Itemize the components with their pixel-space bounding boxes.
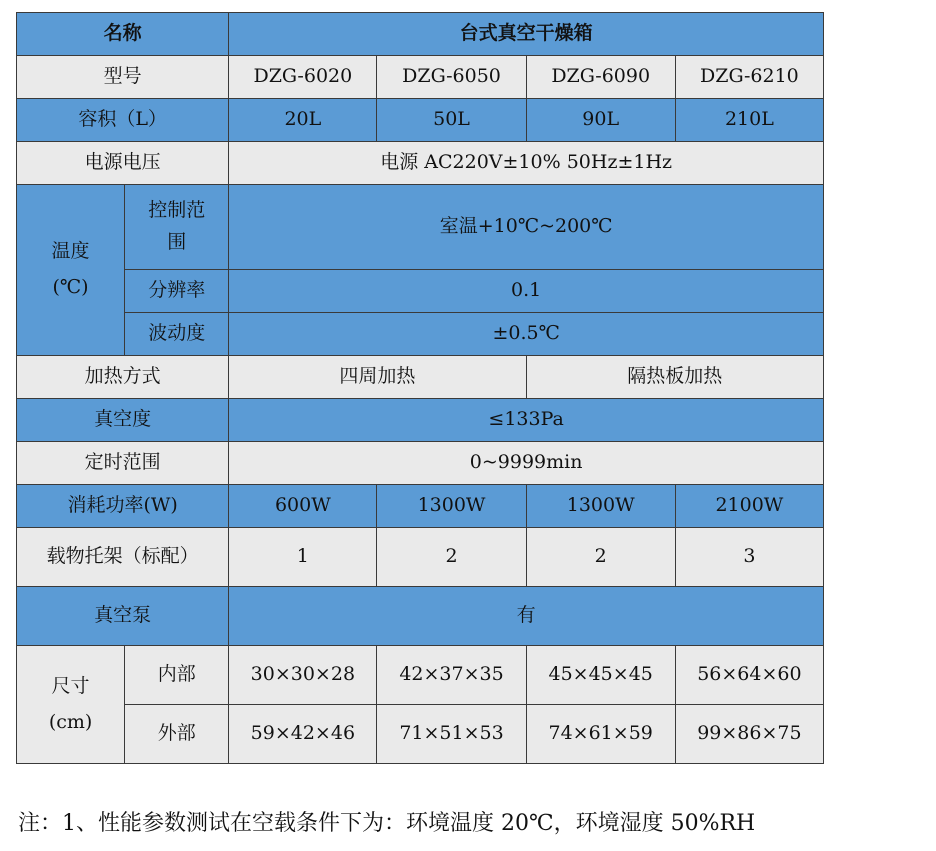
row-name (17, 13, 824, 56)
temperature-label: 温度 (℃) (17, 185, 125, 356)
inner-cell: 42×37×35 (377, 646, 526, 705)
product-name: 台式真空干燥箱 (229, 13, 824, 56)
resolution-value: 0.1 (229, 270, 824, 313)
row-power-supply (17, 142, 824, 185)
volume-cell: 50L (377, 99, 526, 142)
shelves-cell: 2 (377, 528, 526, 587)
shelves-cell: 3 (675, 528, 823, 587)
inner-cell: 30×30×28 (229, 646, 377, 705)
volume-cell: 210L (675, 99, 823, 142)
power-cell: 1300W (377, 485, 526, 528)
row-volume (17, 99, 824, 142)
vacuum-value: ≤133Pa (229, 399, 824, 442)
outer-cell: 99×86×75 (675, 705, 823, 764)
model-cell: DZG-6210 (675, 56, 823, 99)
row-timer (17, 442, 824, 485)
name-label: 名称 (17, 13, 229, 56)
row-model (17, 56, 824, 99)
inner-label: 内部 (125, 646, 229, 705)
model-cell: DZG-6090 (526, 56, 675, 99)
heating-cell: 四周加热 (229, 356, 526, 399)
power-cell: 1300W (526, 485, 675, 528)
row-power (17, 485, 824, 528)
row-heating (17, 356, 824, 399)
outer-cell: 74×61×59 (526, 705, 675, 764)
outer-label: 外部 (125, 705, 229, 764)
fluctuation-label: 波动度 (125, 313, 229, 356)
footnote: 注：1、性能参数测试在空载条件下为：环境温度 20℃，环境湿度 50%RH (18, 811, 756, 836)
spec-table (16, 12, 824, 764)
power-cell: 2100W (675, 485, 823, 528)
power-supply-value: 电源 AC220V±10% 50Hz±1Hz (229, 142, 824, 185)
outer-cell: 59×42×46 (229, 705, 377, 764)
shelves-cell: 1 (229, 528, 377, 587)
heating-label: 加热方式 (17, 356, 229, 399)
model-label: 型号 (17, 56, 229, 99)
inner-cell: 45×45×45 (526, 646, 675, 705)
volume-cell: 90L (526, 99, 675, 142)
shelves-cell: 2 (526, 528, 675, 587)
size-label: 尺寸 (cm) (17, 646, 125, 764)
power-cell: 600W (229, 485, 377, 528)
row-fluctuation (17, 313, 824, 356)
inner-cell: 56×64×60 (675, 646, 823, 705)
resolution-label: 分辨率 (125, 270, 229, 313)
row-resolution (17, 270, 824, 313)
model-cell: DZG-6050 (377, 56, 526, 99)
volume-cell: 20L (229, 99, 377, 142)
timer-label: 定时范围 (17, 442, 229, 485)
power-label: 消耗功率(W) (17, 485, 229, 528)
outer-cell: 71×51×53 (377, 705, 526, 764)
model-cell: DZG-6020 (229, 56, 377, 99)
pump-label: 真空泵 (17, 587, 229, 646)
control-range-label: 控制范 围 (125, 185, 229, 270)
shelves-label: 载物托架（标配） (17, 528, 229, 587)
pump-value: 有 (229, 587, 824, 646)
row-size-inner (17, 646, 824, 705)
row-pump (17, 587, 824, 646)
row-vacuum (17, 399, 824, 442)
row-size-outer (17, 705, 824, 764)
vacuum-label: 真空度 (17, 399, 229, 442)
heating-cell: 隔热板加热 (526, 356, 823, 399)
control-range-value: 室温+10℃~200℃ (229, 185, 824, 270)
volume-label: 容积（L） (17, 99, 229, 142)
fluctuation-value: ±0.5℃ (229, 313, 824, 356)
timer-value: 0~9999min (229, 442, 824, 485)
power-supply-label: 电源电压 (17, 142, 229, 185)
row-shelves (17, 528, 824, 587)
row-temp-control (17, 185, 824, 270)
